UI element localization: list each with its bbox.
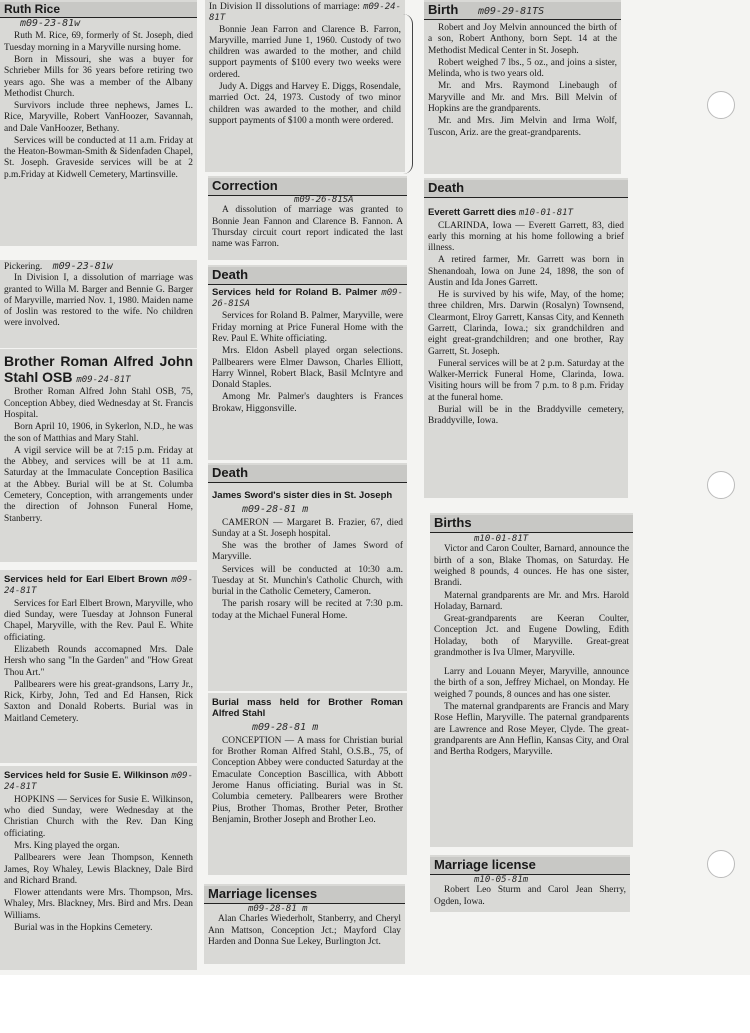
paragraph: Burial was in the Hopkins Cemetery.	[14, 922, 153, 933]
clipping-heading: Death	[424, 180, 628, 198]
clipping-subheading: Everett Garrett dies m10-01-81T	[428, 206, 574, 218]
paragraph: In Division I, a dissolution of marriage was granted to Willa M. Barger and Bennie G. Barger of Maryville, married Nov. 1, 1980. Maiden name of Joslin was restored to the wife. No children were involved.	[4, 273, 193, 329]
handwritten-date: m09-24-81T	[4, 575, 194, 596]
clipping-heading: Correction	[208, 178, 407, 196]
paragraph: She was the brother of James Sword of Maryville.	[212, 541, 403, 563]
clipping-births	[430, 513, 633, 847]
paragraph: Services for Earl Elbert Brown, Maryville, who died Sunday, were Tuesday at Johnson Funeral Chapel, Maryville, with the Rev. Paul E. White officiating.	[4, 598, 193, 643]
paragraph: Mrs. Eldon Asbell played organ selections. Pallbearers were Elmer Dawson, Charles Elliott, Harry Winnel, Robert Black, Basil McIntyre and Donald Staples.	[212, 346, 403, 391]
handwritten-date: m09-24-81T	[209, 2, 401, 24]
paragraph: A retired farmer, Mr. Garrett was born in Shenandoah, Iowa on June 24, 1898, the son of Austin and Ida Jones Garrett.	[428, 255, 624, 288]
paragraph: A dissolution of marriage was granted to Bonnie Jean Fannon and Clarence B. Fannon. A Thursday circuit court report indicated the last name was Farron.	[212, 205, 403, 250]
paragraph: The parish rosary will be recited at 7:30 p.m. today at the Michael Funeral Home.	[212, 599, 403, 621]
clipping-ruth-rice	[0, 0, 197, 246]
clipping-burial-mass	[208, 693, 407, 875]
clipping-heading: Brother Roman Alfred John Stahl OSB m09-24-81T	[4, 353, 193, 386]
paragraph: Brother Roman Alfred John Stahl OSB, 75, Conception Abbey, died Wednesday at St. Francis Hospital.	[4, 387, 193, 420]
clipping-subheading: James Sword's sister dies in St. Joseph	[212, 489, 393, 501]
paragraph: Mr. and Mrs. Jim Melvin and Irma Wolf, Tuscon, Ariz. are the great-grandparents.	[428, 116, 617, 138]
clipping-james-sword-sister	[208, 463, 407, 691]
paragraph: Among Mr. Palmer's daughters is Frances Brokaw, Higgonsville.	[212, 392, 403, 414]
paragraph: Survivors include three nephews, James L. Rice, Maryville, Robert VanHoozer, Savannah, and Dale VanHoozer, Bethany.	[4, 101, 193, 134]
pen-bracket-mark	[402, 14, 413, 174]
paragraph: Great-grandparents are Keeran Coulter, Conception Jct. and Eugene Dowling, Edith Holaday, both of Maryville. Great-great grandmother is Iva Ulmer, Maryville.	[434, 614, 629, 658]
paragraph: Judy A. Diggs and Harvey E. Diggs, Rosendale, married Oct. 24, 1973. Custody of two minor children was awarded to the mother, and child support payments of $100 a month were ordered.	[209, 81, 401, 126]
clipping-birth-melvin	[424, 0, 621, 174]
handwritten-date: m09-24-81T	[76, 375, 131, 386]
paragraph: Flower attendants were Mrs. Thompson, Mrs. Whaley, Mrs. Blackney, Mrs. Bird and Mrs. Dean Williams.	[4, 888, 193, 921]
clipping-correction	[208, 176, 407, 260]
clipping-subheading: Burial mass held for Brother Roman Alfred Stahl	[212, 697, 403, 719]
clipping-marriage-licenses	[204, 884, 405, 964]
paragraph: Bonnie Jean Farron and Clarence B. Farron, Maryville, married June 1, 1960. Custody of two children was awarded to the mother, and child support payments of $100 every two weeks were ordered.	[209, 24, 401, 80]
clipping-roland-palmer	[208, 265, 407, 460]
paragraph: Victor and Caron Coulter, Barnard, announce the birth of a son, Blake Thomas, on Saturday. He weighed 8 pounds, 4 ounces. He has one sister, Brandi.	[434, 544, 629, 589]
paragraph: Born in Missouri, she was a buyer for Schrieber Mills for 36 years before retiring two years ago. She was a member of the Albany Methodist Church.	[4, 54, 193, 99]
clipping-division-two	[205, 0, 405, 172]
handwritten-date: m10-01-81T	[474, 533, 529, 544]
paragraph: Services will be conducted at 10:30 a.m. Tuesday at St. Munchin's Catholic Church, with burial in the Catholic Cemetery, Cameron.	[212, 564, 403, 598]
clipping-heading: Death	[208, 465, 407, 483]
paragraph: Larry and Louann Meyer, Maryville, announce the birth of a son, Jeffrey Michael, on Monday. He weighed 7 pounds, 8 ounces and has one sister.	[434, 667, 629, 700]
clipping-heading: Birth m09-29-81TS	[424, 2, 621, 20]
clipping-division-one	[0, 260, 197, 348]
clipping-marriage-license	[430, 855, 630, 912]
intro-text: In Division II dissolutions of marriage:	[209, 2, 360, 12]
paragraph: Services will be conducted at 11 a.m. Friday at the Heaton-Bowman-Smith & Sidenfaden Chapel, St. Joseph. Graveside services will be at 2 p.m.Friday at Kidwell Cemetery, Martinsville.	[4, 135, 193, 180]
handwritten-date: m09-28-81 m	[242, 503, 309, 515]
handwritten-date: m10-01-81T	[518, 207, 574, 218]
clipping-everett-garrett	[424, 178, 628, 498]
clipping-susie-wilkinson	[0, 766, 197, 970]
clipping-brother-roman	[0, 349, 197, 562]
paragraph: Funeral services will be at 2 p.m. Saturday at the Walker-Merrick Funeral Home, Clarinda, Iowa. Visiting hours will be from 7 p.m. to 8 p.m. Friday at the funeral home.	[428, 358, 624, 403]
page-bottom-margin	[0, 975, 750, 1033]
clipping-subheading: Services held for Roland B. Palmer m09-26-81SA	[212, 286, 403, 309]
paragraph: Burial will be in the Braddyville cemetery, Braddyville, Iowa.	[428, 405, 624, 427]
handwritten-date: m09-23-81w	[20, 18, 81, 30]
handwritten-date: m09-28-81 m	[248, 903, 308, 914]
paragraph: Pallbearers were his great-grandsons, Larry Jr., Rick, Kirby, John, Ted and Ed Hansen, Rick Saxton and Donald Roberts. Burial was in Maitland Cemetery.	[4, 679, 193, 724]
paragraph: Robert and Joy Melvin announced the birth of a son, Robert Anthony, born Sept. 14 at the Methodist Medical Center in St. Joseph.	[428, 23, 617, 56]
binder-hole	[707, 471, 735, 499]
paragraph: Mrs. King played the organ.	[14, 840, 120, 851]
paragraph: Elizabeth Rounds accomapned Mrs. Dale Hersh who sang "In the Garden" and "How Great Thou Art."	[4, 644, 193, 678]
paragraph: He is survived by his wife, May, of the home; three children, Mrs. Darwin (Rosalyn) Townsend, Clearmont, Elroy Garrett, Kansas City, and Kenneth Garrett, Clarinda, Iowa.; six grandchildren and eight great-grandchildren; and one brother, Ray Garrett, St. Joseph.	[428, 290, 624, 357]
handwritten-date: m09-26-81SA	[212, 287, 403, 309]
clipping-heading: Births	[430, 515, 633, 533]
clipping-heading: Marriage licenses	[204, 886, 405, 904]
paragraph: A vigil service will be at 7:15 p.m. Friday at the Abbey, and services will be at 11 a.m. Saturday at the Immaculate Conception Basilica at the Abbey. Burial will be at St. Columba Cemetery, Conception, with arrangements under the direction of Johnson Funeral Home, Stanberry.	[4, 445, 193, 524]
paragraph: The maternal grandparents are Francis and Mary Rose Heflin, Maryville. The paternal grandparents are Lawrence and Rose Meyer, Clyde. The great-grandparents are Ann Heflin, Kansas City, and Oral and Bertha Rodgers, Maryville.	[434, 702, 629, 758]
handwritten-date: m09-23-81w	[52, 261, 113, 272]
handwritten-date: m10-05-81m	[474, 874, 529, 885]
paragraph: Pallbearers were Jean Thompson, Kenneth James, Roy Whaley, Lewis Blackney, Dale Bird and Richard Brand.	[4, 853, 193, 886]
handwritten-date: m09-24-81T	[4, 771, 194, 792]
paragraph: Maternal grandparents are Mr. and Mrs. Harold Holaday, Barnard.	[434, 590, 629, 612]
paragraph: Mr. and Mrs. Raymond Linebaugh of Maryville and Mr. and Mrs. Bill Melvin of Hopkins are the grandparents.	[428, 81, 617, 114]
handwritten-date: m09-26-81SA	[294, 194, 354, 205]
clipping-heading: Services held for Earl Elbert Brown m09-24-81T	[4, 574, 194, 596]
lead-text: Pickering.	[4, 262, 43, 272]
paragraph: HOPKINS — Services for Susie E. Wilkinson, who died Sunday, were Wednesday at the Christian Church with the Rev. Dan King officiating.	[4, 794, 193, 839]
paragraph: Robert Leo Sturm and Carol Jean Sherry, Ogden, Iowa.	[434, 885, 626, 907]
paragraph: Born April 10, 1906, in Sykerlon, N.D., he was the son of Matthias and Mary Stahl.	[4, 422, 193, 444]
paragraph: CONCEPTION — A mass for Christian burial for Brother Roman Alfred Stahl, O.S.B., 75, of Conception Abbey were conducted Saturday at the Emaculate Conception Bascillica, with Abbott Jerome Hanus officiating. Burial was in St. Columbia cemetery. Pallbearers were Brother Pius, Brother Thomas, Brother Peter, Brother Benjamin, Brother Joseph and Brother Leo.	[212, 735, 403, 825]
paragraph: CAMERON — Margaret B. Frazier, 67, died Sunday at a St. Joseph hospital.	[212, 517, 403, 539]
binder-hole	[707, 91, 735, 119]
handwritten-date: m09-29-81TS	[477, 6, 545, 17]
paragraph: Robert weighed 7 lbs., 5 oz., and joins a sister, Melinda, who is two years old.	[428, 57, 617, 80]
binder-hole	[707, 850, 735, 878]
clipping-earl-brown	[0, 570, 197, 763]
paragraph: Ruth M. Rice, 69, formerly of St. Joseph, died Tuesday morning in a Maryville nursing home.	[4, 31, 193, 53]
clipping-heading: Marriage license	[430, 857, 630, 875]
paragraph: CLARINDA, Iowa — Everett Garrett, 83, died early this morning at his home following a brief illness.	[428, 220, 624, 254]
paragraph: Services for Roland B. Palmer, Maryville, were Friday morning at Price Funeral Home with the Rev. Paul E. White officiating.	[212, 311, 403, 344]
clipping-heading: Ruth Rice	[0, 2, 197, 18]
clipping-heading: Services held for Susie E. Wilkinson m09-24-81T	[4, 770, 194, 792]
clipping-heading: Death	[208, 267, 407, 285]
paragraph: Alan Charles Wiederholt, Stanberry, and Cheryl Ann Mattson, Conception Jct.; Mayford Clay Harden and Donna Sue Lekey, Burlington Jct.	[208, 914, 401, 947]
handwritten-date: m09-28-81 m	[252, 721, 319, 733]
